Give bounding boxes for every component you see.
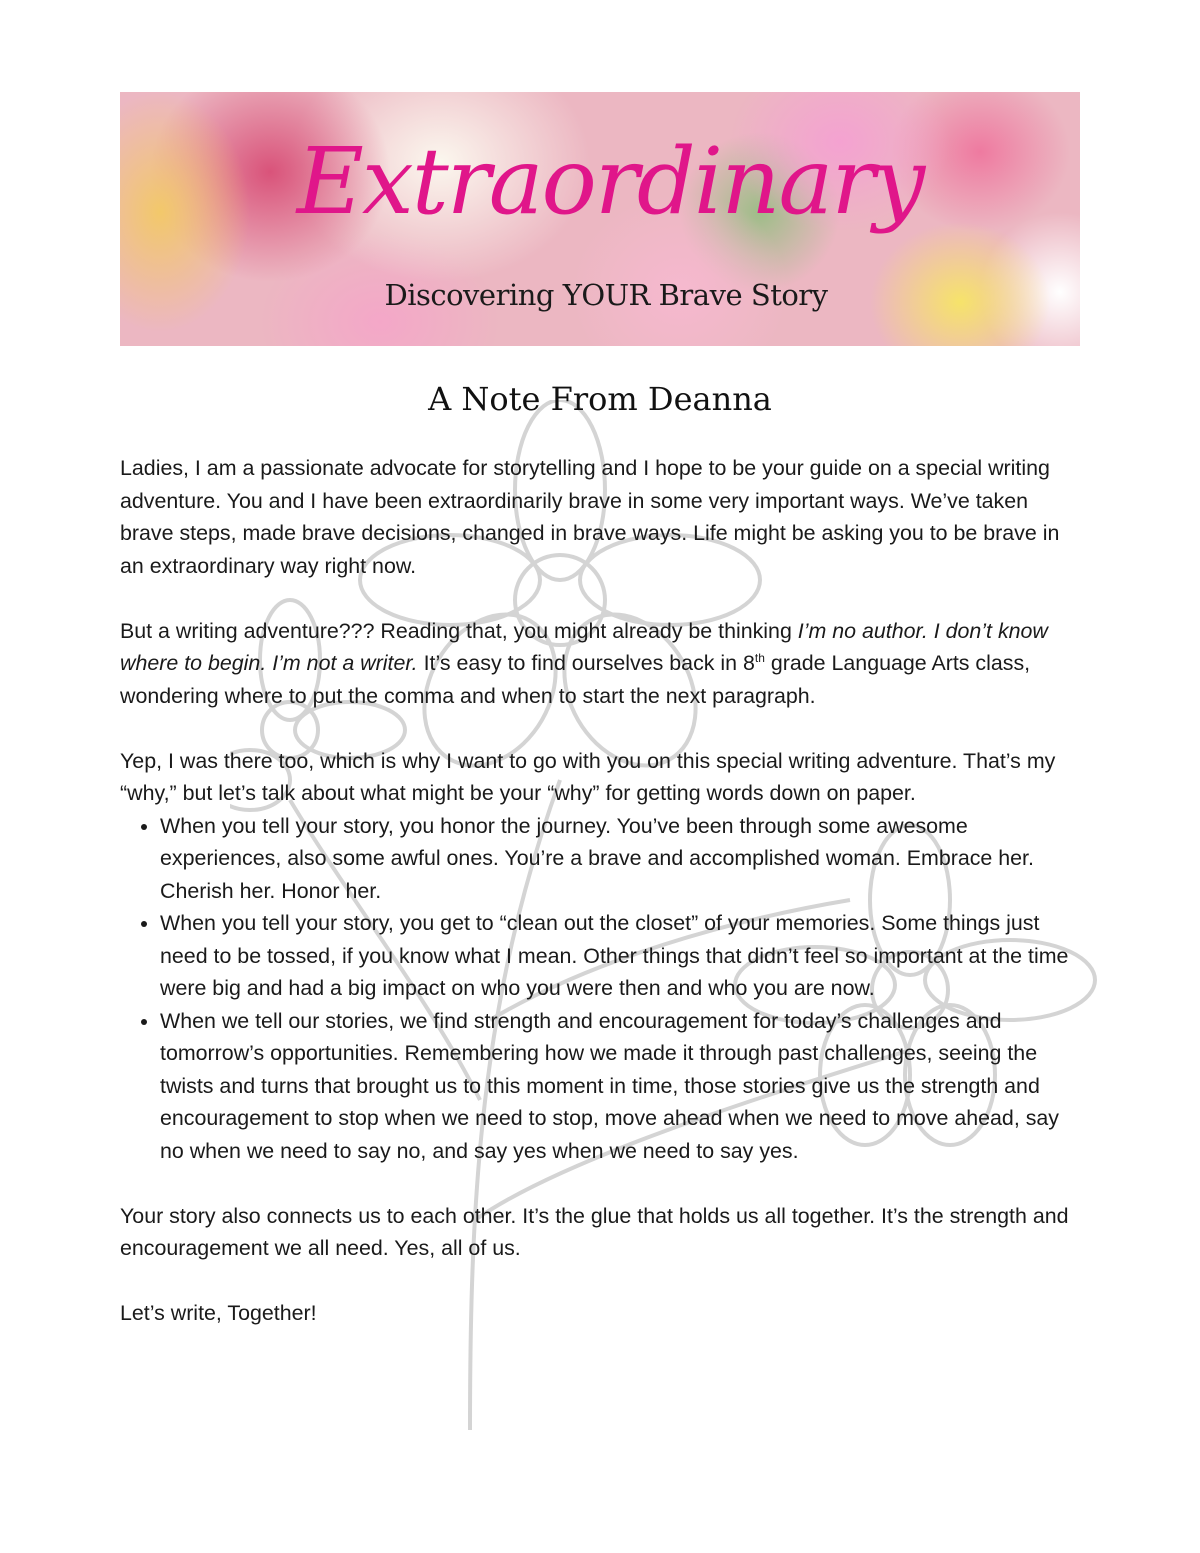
paragraph-connects: Your story also connects us to each other. It’s the glue that holds us all together. It’s the strength and encouragement we all need. Yes, all of us. — [120, 1203, 1069, 1260]
text: It’s easy to find ourselves back in 8 — [417, 651, 755, 675]
list-item: • When you tell your story, you get to “clean out the closet” of your memories. Some things just need to be tossed, if you know what I mean. Other things that didn’t feel so important at the time were big and had a big impact on who you were then and who you are now. — [160, 907, 1085, 1005]
italic-text: I’m no author. I don’t know where to begin. I’m not a writer. — [120, 618, 1048, 675]
list-item: • When we tell our stories, we find strength and encouragement for today’s challenges and tomorrow’s opportunities. Remembering how we made it through past challenges, seeing the twists and turns that brought us to this moment in time, those stories give us the strength and encouragement to stop when we need to stop, move ahead when we need to move ahead, say no when we need to say no, and say yes when we need to say yes. — [160, 1005, 1085, 1168]
letter-body — [120, 452, 1085, 1362]
paragraph-why: Yep, I was there too, which is why I want to go with you on this special writing adventure. That’s my “why,” but let’s talk about what might be your “why” for getting words down on paper. — [120, 748, 1056, 805]
text: But a writing adventure??? Reading that, you might already be thinking — [120, 618, 798, 643]
banner-subtitle: Discovering YOUR Brave Story — [384, 278, 828, 312]
paragraph-intro: Ladies, I am a passionate advocate for storytelling and I hope to be your guide on a special writing adventure. You and I have been extraordinarily brave in some very important ways. We’ve taken brave steps, made brave decisions, changed in brave ways. Life might be asking you to be brave in an extraordinary way right now. — [120, 456, 1060, 578]
list-item: • When you tell your story, you honor the journey. You’ve been through some awesome experiences, also some awful ones. You’re a brave and accomplished woman. Embrace her. Cherish her. Honor her. — [160, 810, 1085, 908]
superscript: th — [754, 650, 765, 665]
paragraph-writing-adventure — [120, 615, 1085, 713]
banner-title: Extraordinary — [296, 128, 924, 235]
header-banner — [120, 92, 1080, 346]
text: grade Language Arts class, wondering where to put the comma and when to start the next paragraph. — [120, 651, 1031, 708]
reasons-list — [120, 810, 1085, 1168]
page-title: A Note From Deanna — [428, 380, 772, 418]
closing-line: Let’s write, Together! — [120, 1301, 317, 1325]
